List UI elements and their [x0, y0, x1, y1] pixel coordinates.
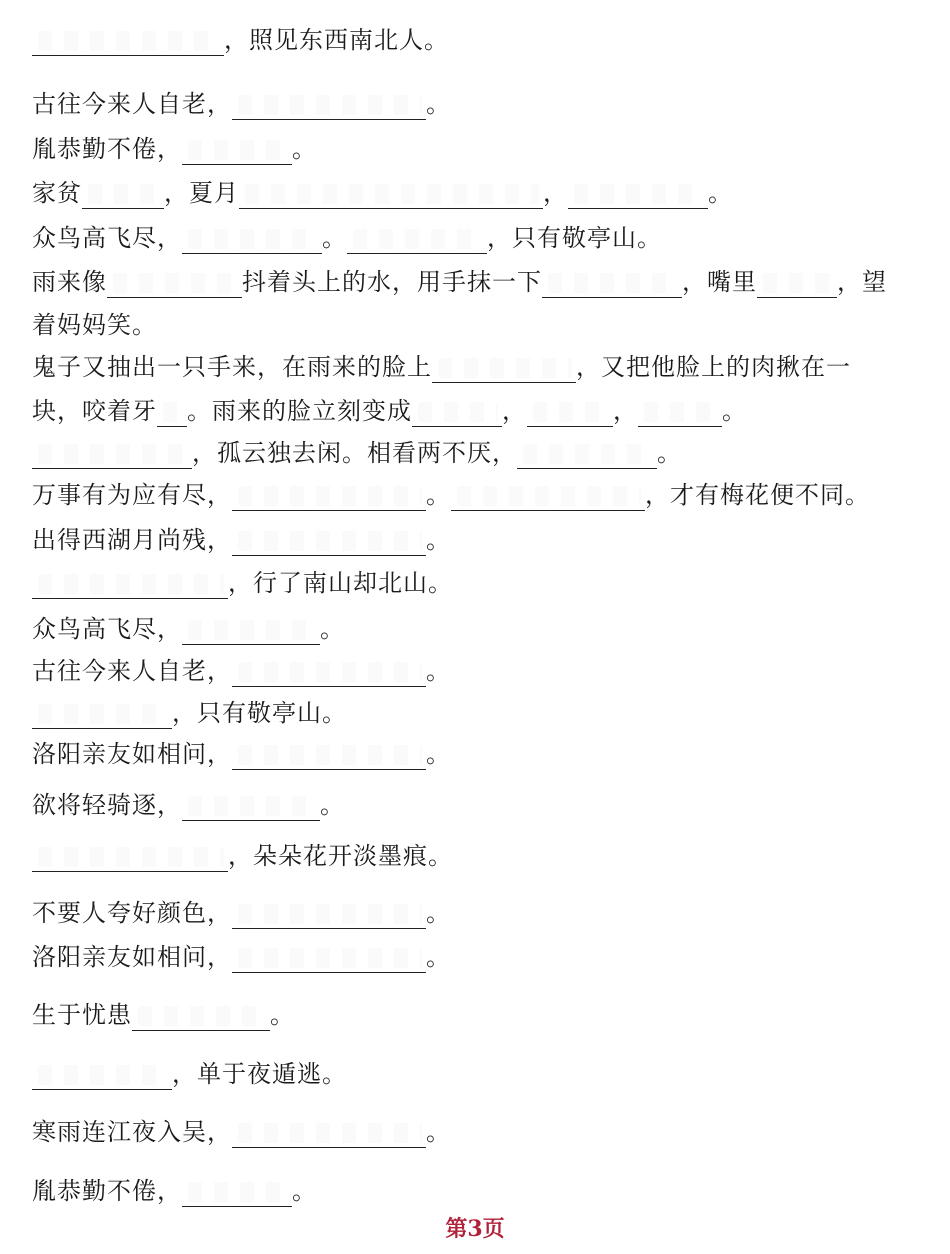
worksheet-line: [32, 475, 870, 515]
worksheet-line: [32, 609, 345, 649]
line-text: 不要人夸好颜色，: [32, 899, 232, 927]
answer-blank[interactable]: [239, 178, 543, 209]
line-text: ，照见东西南北人。: [224, 26, 449, 54]
answer-blank[interactable]: [232, 739, 426, 770]
worksheet-line: [32, 651, 451, 691]
answer-blank[interactable]: [232, 898, 426, 929]
worksheet-line: [32, 836, 453, 876]
line-text: 古往今来人自老，: [32, 90, 232, 118]
line-text: 。: [320, 791, 345, 819]
line-text: 生于忧患: [32, 1001, 132, 1029]
answer-blank[interactable]: [232, 1117, 426, 1148]
worksheet-line: [32, 262, 887, 302]
worksheet-line: [32, 1112, 451, 1152]
line-text: 。: [722, 397, 747, 425]
line-text: 家贫: [32, 179, 82, 207]
line-text: 洛阳亲友如相问，: [32, 740, 232, 768]
worksheet-line: [32, 391, 747, 431]
answer-blank[interactable]: [757, 267, 837, 298]
line-text: 。: [426, 1118, 451, 1146]
line-text: 。: [322, 224, 347, 252]
line-text: 雨来像: [32, 268, 107, 296]
worksheet-line: [32, 20, 449, 60]
answer-blank[interactable]: [232, 89, 426, 120]
answer-blank[interactable]: [32, 568, 228, 599]
answer-blank[interactable]: [347, 223, 487, 254]
worksheet-line: [32, 129, 317, 169]
line-text: ，又把他脸上的肉揪在一: [576, 353, 851, 381]
worksheet-line: [32, 1171, 317, 1211]
answer-blank[interactable]: [82, 178, 164, 209]
answer-blank[interactable]: [107, 267, 242, 298]
worksheet-line: [32, 785, 345, 825]
answer-blank[interactable]: [432, 352, 576, 383]
line-text: ，朵朵花开淡墨痕。: [228, 842, 453, 870]
answer-blank[interactable]: [182, 134, 292, 165]
answer-blank[interactable]: [542, 267, 682, 298]
answer-blank[interactable]: [232, 480, 426, 511]
line-text: ，孤云独去闲。相看两不厌，: [192, 439, 517, 467]
line-text: 出得西湖月尚残，: [32, 526, 232, 554]
line-text: 。: [426, 740, 451, 768]
line-text: 。: [320, 615, 345, 643]
worksheet-line: [32, 347, 851, 387]
answer-blank[interactable]: [182, 790, 320, 821]
answer-blank[interactable]: [412, 396, 502, 427]
worksheet-line: [32, 173, 733, 213]
line-text: 抖着头上的水，用手抹一下: [242, 268, 542, 296]
line-text: ，行了南山却北山。: [228, 569, 453, 597]
worksheet-line: [32, 734, 451, 774]
answer-blank[interactable]: [32, 1059, 172, 1090]
line-text: 胤恭勤不倦，: [32, 135, 182, 163]
line-text: ，: [613, 397, 638, 425]
worksheet-line: [32, 305, 157, 345]
answer-blank[interactable]: [32, 438, 192, 469]
line-text: ，: [543, 179, 568, 207]
line-text: ，嘴里: [682, 268, 757, 296]
answer-blank[interactable]: [232, 656, 426, 687]
line-text: 洛阳亲友如相问，: [32, 943, 232, 971]
worksheet-line: [32, 563, 453, 603]
worksheet-line: [32, 1054, 347, 1094]
answer-blank[interactable]: [232, 942, 426, 973]
line-text: ，: [502, 397, 527, 425]
line-text: 块，咬着牙: [32, 397, 157, 425]
answer-blank[interactable]: [182, 614, 320, 645]
worksheet-line: [32, 433, 682, 473]
answer-blank[interactable]: [32, 25, 224, 56]
answer-blank[interactable]: [132, 1000, 270, 1031]
line-text: 。: [426, 657, 451, 685]
worksheet-line: [32, 693, 347, 733]
line-text: 欲将轻骑逐，: [32, 791, 182, 819]
line-text: 寒雨连江夜入吴，: [32, 1118, 232, 1146]
line-text: 众鸟高飞尽，: [32, 224, 182, 252]
answer-blank[interactable]: [451, 480, 645, 511]
answer-blank[interactable]: [182, 1176, 292, 1207]
worksheet-line: [32, 995, 295, 1035]
answer-blank[interactable]: [568, 178, 708, 209]
answer-blank[interactable]: [32, 841, 228, 872]
line-text: ，才有梅花便不同。: [645, 481, 870, 509]
line-text: ，望: [837, 268, 887, 296]
page-number: 第3页: [445, 1216, 505, 1242]
worksheet-line: [32, 520, 451, 560]
line-text: 万事有为应有尽，: [32, 481, 232, 509]
line-text: ，只有敬亭山。: [172, 699, 347, 727]
line-text: 。: [708, 179, 733, 207]
line-text: 鬼子又抽出一只手来，在雨来的脸上: [32, 353, 432, 381]
line-text: ，夏月: [164, 179, 239, 207]
worksheet-line: [32, 84, 451, 124]
answer-blank[interactable]: [517, 438, 657, 469]
line-text: 。: [292, 1177, 317, 1205]
line-text: ，只有敬亭山。: [487, 224, 662, 252]
line-text: 。: [657, 439, 682, 467]
line-text: 胤恭勤不倦，: [32, 1177, 182, 1205]
answer-blank[interactable]: [182, 223, 322, 254]
answer-blank[interactable]: [32, 698, 172, 729]
line-text: 。: [426, 90, 451, 118]
answer-blank[interactable]: [527, 396, 613, 427]
line-text: 。: [270, 1001, 295, 1029]
worksheet-line: [32, 937, 451, 977]
line-text: 。: [426, 943, 451, 971]
line-text: 。: [292, 135, 317, 163]
line-text: ，单于夜遁逃。: [172, 1060, 347, 1088]
answer-blank[interactable]: [232, 525, 426, 556]
line-text: 。: [426, 481, 451, 509]
line-text: 古往今来人自老，: [32, 657, 232, 685]
line-text: 。雨来的脸立刻变成: [187, 397, 412, 425]
worksheet-line: [32, 893, 451, 933]
worksheet-line: [32, 218, 662, 258]
line-text: 。: [426, 899, 451, 927]
answer-blank[interactable]: [157, 396, 187, 427]
line-text: 。: [426, 526, 451, 554]
line-text: 着妈妈笑。: [32, 311, 157, 339]
answer-blank[interactable]: [638, 396, 722, 427]
line-text: 众鸟高飞尽，: [32, 615, 182, 643]
